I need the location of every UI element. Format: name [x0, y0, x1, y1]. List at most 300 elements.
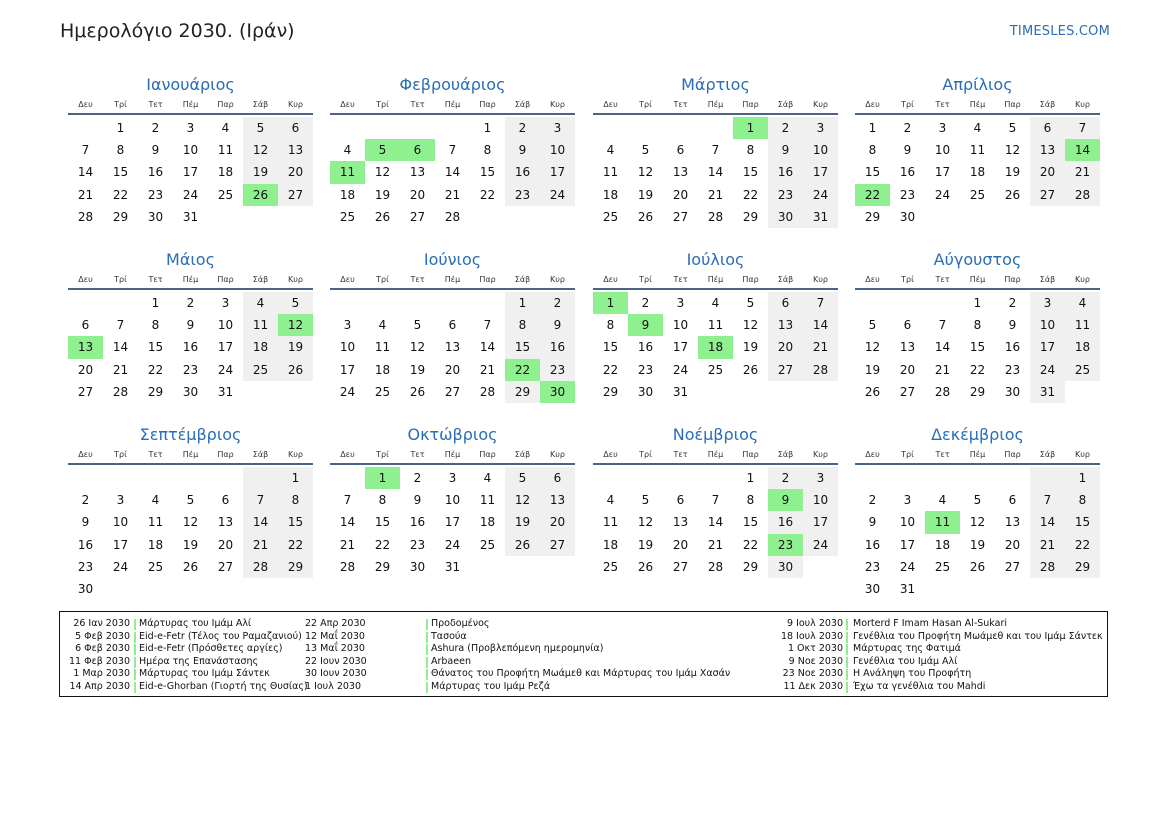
- day-cell[interactable]: 20: [672, 537, 689, 552]
- day-cell[interactable]: 4: [938, 493, 947, 508]
- day-cell[interactable]: 4: [606, 143, 615, 158]
- day-cell[interactable]: 15: [374, 515, 391, 530]
- day-cell[interactable]: 16: [540, 336, 575, 358]
- day-cell[interactable]: 24: [217, 362, 234, 377]
- day-cell[interactable]: 26: [1004, 187, 1021, 202]
- day-cell[interactable]: 15: [479, 165, 496, 180]
- day-cell[interactable]: 23: [147, 187, 164, 202]
- day-cell[interactable]: 12: [637, 165, 654, 180]
- day-cell[interactable]: 12: [182, 515, 199, 530]
- day-cell[interactable]: 26: [243, 184, 278, 206]
- day-cell[interactable]: 24: [339, 384, 356, 399]
- day-cell[interactable]: 9: [151, 143, 160, 158]
- day-cell[interactable]: 31: [444, 559, 461, 574]
- day-cell[interactable]: 6: [221, 493, 230, 508]
- day-cell[interactable]: 18: [217, 165, 234, 180]
- day-cell[interactable]: 1: [868, 121, 877, 135]
- day-cell[interactable]: 27: [1004, 559, 1021, 574]
- day-cell[interactable]: 11: [707, 318, 724, 333]
- day-cell[interactable]: 19: [409, 362, 426, 377]
- day-cell[interactable]: 23: [899, 187, 916, 202]
- day-cell[interactable]: 9: [81, 515, 90, 530]
- day-cell[interactable]: 14: [339, 515, 356, 530]
- day-cell[interactable]: 8: [378, 493, 387, 508]
- day-cell[interactable]: 3: [1030, 292, 1065, 314]
- day-cell[interactable]: 10: [1030, 314, 1065, 336]
- day-cell[interactable]: 14: [77, 165, 94, 180]
- day-cell[interactable]: 29: [742, 209, 759, 224]
- day-cell[interactable]: 22: [969, 362, 986, 377]
- day-cell[interactable]: 21: [1030, 534, 1065, 556]
- day-cell[interactable]: 5: [1008, 121, 1017, 135]
- day-cell[interactable]: 14: [934, 340, 951, 355]
- day-cell[interactable]: 14: [707, 165, 724, 180]
- day-cell[interactable]: 22: [742, 187, 759, 202]
- day-cell[interactable]: 23: [540, 359, 575, 381]
- day-cell[interactable]: 13: [444, 340, 461, 355]
- day-cell[interactable]: 4: [606, 493, 615, 508]
- day-cell[interactable]: 11: [243, 314, 278, 336]
- day-cell[interactable]: 30: [864, 581, 881, 596]
- day-cell[interactable]: 1: [151, 296, 160, 310]
- day-cell[interactable]: 13: [1004, 515, 1021, 530]
- day-cell[interactable]: 5: [641, 143, 650, 158]
- day-cell[interactable]: 30: [409, 559, 426, 574]
- day-cell[interactable]: 18: [339, 187, 356, 202]
- day-cell[interactable]: 12: [243, 139, 278, 161]
- day-cell[interactable]: 4: [973, 121, 982, 135]
- day-cell[interactable]: 20: [409, 187, 426, 202]
- day-cell[interactable]: 11: [602, 515, 619, 530]
- day-cell[interactable]: 7: [938, 318, 947, 333]
- day-cell[interactable]: 31: [672, 384, 689, 399]
- day-cell[interactable]: 23: [864, 559, 881, 574]
- day-cell[interactable]: 7: [711, 493, 720, 508]
- day-cell[interactable]: 17: [540, 161, 575, 183]
- day-cell[interactable]: 3: [448, 471, 457, 485]
- day-cell[interactable]: 5: [746, 296, 755, 310]
- day-cell[interactable]: 9: [768, 139, 803, 161]
- day-cell[interactable]: 30: [1004, 384, 1021, 399]
- day-cell[interactable]: 10: [934, 143, 951, 158]
- day-cell[interactable]: 24: [672, 362, 689, 377]
- day-cell[interactable]: 29: [278, 556, 313, 578]
- day-cell[interactable]: 24: [934, 187, 951, 202]
- day-cell[interactable]: 8: [278, 489, 313, 511]
- day-cell[interactable]: 18: [1065, 336, 1100, 358]
- day-cell[interactable]: 5: [278, 292, 313, 314]
- day-cell[interactable]: 30: [637, 384, 654, 399]
- day-cell[interactable]: 14: [112, 340, 129, 355]
- day-cell[interactable]: 6: [1030, 117, 1065, 139]
- day-cell[interactable]: 21: [479, 362, 496, 377]
- day-cell[interactable]: 1: [733, 117, 768, 139]
- day-cell[interactable]: 28: [243, 556, 278, 578]
- day-cell[interactable]: 21: [243, 534, 278, 556]
- day-cell[interactable]: 21: [112, 362, 129, 377]
- day-cell[interactable]: 23: [182, 362, 199, 377]
- day-cell[interactable]: 30: [540, 381, 575, 403]
- day-cell[interactable]: 18: [479, 515, 496, 530]
- day-cell[interactable]: 11: [374, 340, 391, 355]
- day-cell[interactable]: 6: [676, 143, 685, 158]
- day-cell[interactable]: 29: [969, 384, 986, 399]
- day-cell[interactable]: 6: [400, 139, 435, 161]
- day-cell[interactable]: 26: [637, 559, 654, 574]
- day-cell[interactable]: 27: [672, 559, 689, 574]
- day-cell[interactable]: 28: [803, 359, 838, 381]
- day-cell[interactable]: 4: [1065, 292, 1100, 314]
- day-cell[interactable]: 16: [637, 340, 654, 355]
- day-cell[interactable]: 24: [112, 559, 129, 574]
- day-cell[interactable]: 1: [973, 296, 982, 310]
- day-cell[interactable]: 13: [409, 165, 426, 180]
- day-cell[interactable]: 25: [147, 559, 164, 574]
- day-cell[interactable]: 7: [803, 292, 838, 314]
- day-cell[interactable]: 19: [182, 537, 199, 552]
- day-cell[interactable]: 19: [1004, 165, 1021, 180]
- day-cell[interactable]: 22: [147, 362, 164, 377]
- day-cell[interactable]: 2: [868, 493, 877, 508]
- day-cell[interactable]: 2: [903, 121, 912, 135]
- day-cell[interactable]: 25: [217, 187, 234, 202]
- day-cell[interactable]: 11: [602, 165, 619, 180]
- day-cell[interactable]: 20: [77, 362, 94, 377]
- day-cell[interactable]: 26: [864, 384, 881, 399]
- day-cell[interactable]: 28: [479, 384, 496, 399]
- day-cell[interactable]: 27: [409, 209, 426, 224]
- day-cell[interactable]: 27: [1030, 184, 1065, 206]
- day-cell[interactable]: 12: [864, 340, 881, 355]
- day-cell[interactable]: 14: [1030, 511, 1065, 533]
- day-cell[interactable]: 9: [768, 489, 803, 511]
- day-cell[interactable]: 19: [969, 537, 986, 552]
- day-cell[interactable]: 3: [186, 121, 195, 135]
- day-cell[interactable]: 2: [186, 296, 195, 310]
- day-cell[interactable]: 14: [243, 511, 278, 533]
- day-cell[interactable]: 7: [343, 493, 352, 508]
- day-cell[interactable]: 14: [444, 165, 461, 180]
- day-cell[interactable]: 16: [768, 161, 803, 183]
- day-cell[interactable]: 22: [112, 187, 129, 202]
- day-cell[interactable]: 1: [1065, 467, 1100, 489]
- day-cell[interactable]: 19: [505, 511, 540, 533]
- day-cell[interactable]: 25: [602, 559, 619, 574]
- day-cell[interactable]: 17: [444, 515, 461, 530]
- day-cell[interactable]: 2: [641, 296, 650, 310]
- day-cell[interactable]: 7: [483, 318, 492, 333]
- day-cell[interactable]: 16: [182, 340, 199, 355]
- day-cell[interactable]: 29: [864, 209, 881, 224]
- day-cell[interactable]: 7: [448, 143, 457, 158]
- day-cell[interactable]: 8: [505, 314, 540, 336]
- day-cell[interactable]: 4: [343, 143, 352, 158]
- day-cell[interactable]: 23: [637, 362, 654, 377]
- day-cell[interactable]: 8: [483, 143, 492, 158]
- day-cell[interactable]: 12: [637, 515, 654, 530]
- day-cell[interactable]: 21: [444, 187, 461, 202]
- day-cell[interactable]: 17: [182, 165, 199, 180]
- day-cell[interactable]: 23: [1004, 362, 1021, 377]
- day-cell[interactable]: 1: [505, 292, 540, 314]
- day-cell[interactable]: 22: [278, 534, 313, 556]
- day-cell[interactable]: 25: [479, 537, 496, 552]
- day-cell[interactable]: 27: [672, 209, 689, 224]
- day-cell[interactable]: 16: [147, 165, 164, 180]
- day-cell[interactable]: 15: [602, 340, 619, 355]
- day-cell[interactable]: 23: [505, 184, 540, 206]
- day-cell[interactable]: 13: [1030, 139, 1065, 161]
- day-cell[interactable]: 1: [593, 292, 628, 314]
- day-cell[interactable]: 23: [768, 184, 803, 206]
- day-cell[interactable]: 20: [899, 362, 916, 377]
- day-cell[interactable]: 10: [803, 139, 838, 161]
- day-cell[interactable]: 18: [698, 336, 733, 358]
- day-cell[interactable]: 20: [768, 336, 803, 358]
- day-cell[interactable]: 24: [444, 537, 461, 552]
- day-cell[interactable]: 8: [116, 143, 125, 158]
- day-cell[interactable]: 29: [147, 384, 164, 399]
- day-cell[interactable]: 28: [339, 559, 356, 574]
- day-cell[interactable]: 4: [378, 318, 387, 333]
- day-cell[interactable]: 11: [479, 493, 496, 508]
- day-cell[interactable]: 31: [803, 206, 838, 228]
- day-cell[interactable]: 28: [707, 559, 724, 574]
- day-cell[interactable]: 5: [505, 467, 540, 489]
- day-cell[interactable]: 24: [1030, 359, 1065, 381]
- day-cell[interactable]: 6: [768, 292, 803, 314]
- day-cell[interactable]: 2: [540, 292, 575, 314]
- day-cell[interactable]: 17: [899, 537, 916, 552]
- day-cell[interactable]: 18: [969, 165, 986, 180]
- day-cell[interactable]: 12: [374, 165, 391, 180]
- day-cell[interactable]: 30: [147, 209, 164, 224]
- day-cell[interactable]: 17: [672, 340, 689, 355]
- day-cell[interactable]: 22: [742, 537, 759, 552]
- day-cell[interactable]: 30: [77, 581, 94, 596]
- day-cell[interactable]: 22: [602, 362, 619, 377]
- day-cell[interactable]: 26: [969, 559, 986, 574]
- day-cell[interactable]: 10: [899, 515, 916, 530]
- day-cell[interactable]: 5: [973, 493, 982, 508]
- day-cell[interactable]: 10: [112, 515, 129, 530]
- day-cell[interactable]: 21: [1065, 161, 1100, 183]
- day-cell[interactable]: 29: [742, 559, 759, 574]
- day-cell[interactable]: 23: [409, 537, 426, 552]
- day-cell[interactable]: 8: [151, 318, 160, 333]
- day-cell[interactable]: 26: [637, 209, 654, 224]
- day-cell[interactable]: 15: [864, 165, 881, 180]
- day-cell[interactable]: 19: [637, 537, 654, 552]
- day-cell[interactable]: 8: [746, 143, 755, 158]
- day-cell[interactable]: 12: [969, 515, 986, 530]
- day-cell[interactable]: 12: [505, 489, 540, 511]
- day-cell[interactable]: 1: [483, 121, 492, 135]
- day-cell[interactable]: 4: [151, 493, 160, 508]
- day-cell[interactable]: 11: [925, 511, 960, 533]
- day-cell[interactable]: 13: [540, 489, 575, 511]
- day-cell[interactable]: 27: [77, 384, 94, 399]
- site-link[interactable]: TIMESLES.COM: [1009, 24, 1110, 39]
- day-cell[interactable]: 12: [1004, 143, 1021, 158]
- day-cell[interactable]: 28: [77, 209, 94, 224]
- day-cell[interactable]: 16: [1004, 340, 1021, 355]
- day-cell[interactable]: 13: [278, 139, 313, 161]
- day-cell[interactable]: 11: [330, 161, 365, 183]
- day-cell[interactable]: 25: [934, 559, 951, 574]
- day-cell[interactable]: 8: [746, 493, 755, 508]
- day-cell[interactable]: 16: [505, 161, 540, 183]
- day-cell[interactable]: 28: [1030, 556, 1065, 578]
- day-cell[interactable]: 20: [444, 362, 461, 377]
- day-cell[interactable]: 6: [676, 493, 685, 508]
- day-cell[interactable]: 5: [186, 493, 195, 508]
- day-cell[interactable]: 25: [602, 209, 619, 224]
- day-cell[interactable]: 28: [112, 384, 129, 399]
- day-cell[interactable]: 12: [742, 318, 759, 333]
- day-cell[interactable]: 21: [934, 362, 951, 377]
- day-cell[interactable]: 16: [768, 511, 803, 533]
- day-cell[interactable]: 21: [707, 187, 724, 202]
- day-cell[interactable]: 14: [479, 340, 496, 355]
- day-cell[interactable]: 3: [343, 318, 352, 333]
- day-cell[interactable]: 6: [1008, 493, 1017, 508]
- day-cell[interactable]: 25: [243, 359, 278, 381]
- day-cell[interactable]: 15: [147, 340, 164, 355]
- day-cell[interactable]: 17: [1030, 336, 1065, 358]
- day-cell[interactable]: 17: [112, 537, 129, 552]
- day-cell[interactable]: 15: [969, 340, 986, 355]
- day-cell[interactable]: 20: [278, 161, 313, 183]
- day-cell[interactable]: 20: [540, 511, 575, 533]
- day-cell[interactable]: 15: [505, 336, 540, 358]
- day-cell[interactable]: 19: [243, 161, 278, 183]
- day-cell[interactable]: 24: [803, 184, 838, 206]
- day-cell[interactable]: 18: [147, 537, 164, 552]
- day-cell[interactable]: 21: [77, 187, 94, 202]
- day-cell[interactable]: 6: [448, 318, 457, 333]
- day-cell[interactable]: 27: [278, 184, 313, 206]
- day-cell[interactable]: 3: [540, 117, 575, 139]
- day-cell[interactable]: 30: [182, 384, 199, 399]
- day-cell[interactable]: 9: [903, 143, 912, 158]
- day-cell[interactable]: 28: [444, 209, 461, 224]
- day-cell[interactable]: 28: [1065, 184, 1100, 206]
- day-cell[interactable]: 30: [899, 209, 916, 224]
- day-cell[interactable]: 7: [1065, 117, 1100, 139]
- day-cell[interactable]: 2: [81, 493, 90, 508]
- day-cell[interactable]: 5: [365, 139, 400, 161]
- day-cell[interactable]: 8: [606, 318, 615, 333]
- day-cell[interactable]: 8: [1065, 489, 1100, 511]
- day-cell[interactable]: 3: [676, 296, 685, 310]
- day-cell[interactable]: 13: [68, 336, 103, 358]
- day-cell[interactable]: 29: [505, 381, 540, 403]
- day-cell[interactable]: 7: [1030, 489, 1065, 511]
- day-cell[interactable]: 15: [278, 511, 313, 533]
- day-cell[interactable]: 18: [243, 336, 278, 358]
- day-cell[interactable]: 28: [934, 384, 951, 399]
- day-cell[interactable]: 31: [1030, 381, 1065, 403]
- day-cell[interactable]: 6: [540, 467, 575, 489]
- day-cell[interactable]: 24: [182, 187, 199, 202]
- day-cell[interactable]: 16: [899, 165, 916, 180]
- day-cell[interactable]: 10: [672, 318, 689, 333]
- day-cell[interactable]: 18: [602, 187, 619, 202]
- day-cell[interactable]: 7: [81, 143, 90, 158]
- day-cell[interactable]: 31: [182, 209, 199, 224]
- day-cell[interactable]: 27: [444, 384, 461, 399]
- day-cell[interactable]: 16: [409, 515, 426, 530]
- day-cell[interactable]: 15: [1065, 511, 1100, 533]
- day-cell[interactable]: 13: [672, 515, 689, 530]
- day-cell[interactable]: 3: [221, 296, 230, 310]
- day-cell[interactable]: 17: [217, 340, 234, 355]
- day-cell[interactable]: 18: [934, 537, 951, 552]
- day-cell[interactable]: 10: [444, 493, 461, 508]
- day-cell[interactable]: 22: [1065, 534, 1100, 556]
- day-cell[interactable]: 21: [339, 537, 356, 552]
- day-cell[interactable]: 25: [707, 362, 724, 377]
- day-cell[interactable]: 20: [1030, 161, 1065, 183]
- day-cell[interactable]: 25: [969, 187, 986, 202]
- day-cell[interactable]: 24: [540, 184, 575, 206]
- day-cell[interactable]: 18: [602, 537, 619, 552]
- day-cell[interactable]: 2: [413, 471, 422, 485]
- day-cell[interactable]: 25: [1065, 359, 1100, 381]
- day-cell[interactable]: 20: [1004, 537, 1021, 552]
- day-cell[interactable]: 30: [768, 206, 803, 228]
- day-cell[interactable]: 10: [339, 340, 356, 355]
- day-cell[interactable]: 9: [1008, 318, 1017, 333]
- day-cell[interactable]: 10: [540, 139, 575, 161]
- day-cell[interactable]: 17: [339, 362, 356, 377]
- day-cell[interactable]: 14: [707, 515, 724, 530]
- day-cell[interactable]: 3: [803, 467, 838, 489]
- day-cell[interactable]: 1: [278, 467, 313, 489]
- day-cell[interactable]: 18: [374, 362, 391, 377]
- day-cell[interactable]: 15: [742, 165, 759, 180]
- day-cell[interactable]: 29: [374, 559, 391, 574]
- day-cell[interactable]: 11: [147, 515, 164, 530]
- day-cell[interactable]: 9: [628, 314, 663, 336]
- day-cell[interactable]: 17: [803, 161, 838, 183]
- day-cell[interactable]: 19: [864, 362, 881, 377]
- day-cell[interactable]: 23: [768, 534, 803, 556]
- day-cell[interactable]: 20: [217, 537, 234, 552]
- day-cell[interactable]: 7: [116, 318, 125, 333]
- day-cell[interactable]: 26: [374, 209, 391, 224]
- day-cell[interactable]: 6: [81, 318, 90, 333]
- day-cell[interactable]: 1: [116, 121, 125, 135]
- day-cell[interactable]: 5: [868, 318, 877, 333]
- day-cell[interactable]: 5: [413, 318, 422, 333]
- day-cell[interactable]: 9: [505, 139, 540, 161]
- day-cell[interactable]: 13: [899, 340, 916, 355]
- day-cell[interactable]: 16: [864, 537, 881, 552]
- day-cell[interactable]: 26: [409, 384, 426, 399]
- day-cell[interactable]: 22: [505, 359, 540, 381]
- day-cell[interactable]: 3: [903, 493, 912, 508]
- day-cell[interactable]: 8: [868, 143, 877, 158]
- day-cell[interactable]: 7: [243, 489, 278, 511]
- day-cell[interactable]: 7: [711, 143, 720, 158]
- day-cell[interactable]: 6: [278, 117, 313, 139]
- day-cell[interactable]: 17: [934, 165, 951, 180]
- day-cell[interactable]: 13: [217, 515, 234, 530]
- day-cell[interactable]: 31: [899, 581, 916, 596]
- day-cell[interactable]: 3: [938, 121, 947, 135]
